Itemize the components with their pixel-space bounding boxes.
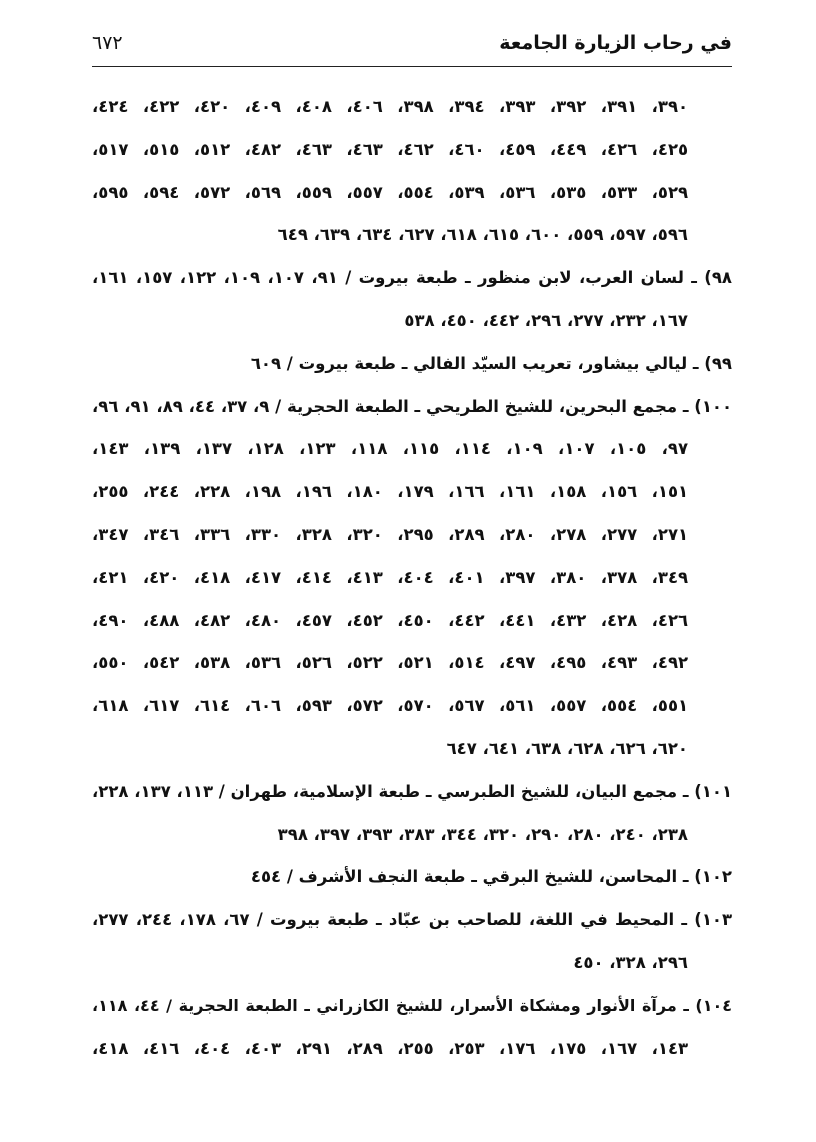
text-line: ٢٩٦، ٣٢٨، ٤٥٠ xyxy=(573,952,688,972)
text-line: ٦٢٠، ٦٢٦، ٦٢٨، ٦٣٨، ٦٤١، ٦٤٧ xyxy=(446,738,688,758)
entry-103-line: ١٠٣) ـ المحيط في اللغة، للصاحب بن عبّاد ـ طبعة بيروت / ٦٧، ١٧٨، ٢٤٤، ٢٧٧، xyxy=(92,910,732,930)
text-line: ٥٢٩، ٥٣٣، ٥٣٥، ٥٣٦، ٥٣٩، ٥٥٤، ٥٥٧، ٥٥٩، ٥٦٩، ٥٧٢، ٥٩٤، ٥٩٥، xyxy=(92,182,689,202)
text-line: ٤٢٦، ٤٢٨، ٤٣٢، ٤٤١، ٤٤٢، ٤٥٠، ٤٥٢، ٤٥٧، ٤٨٠، ٤٨٢، ٤٨٨، ٤٩٠، xyxy=(92,610,689,630)
text-line: ٣٤٩، ٣٧٨، ٣٨٠، ٣٩٧، ٤٠١، ٤٠٤، ٤١٣، ٤١٤، ٤١٧، ٤١٨، ٤٢٠، ٤٢١، xyxy=(92,567,689,587)
page-header xyxy=(92,28,732,64)
text-line: ١٦٧، ٢٣٢، ٢٧٧، ٢٩٦، ٤٤٢، ٤٥٠، ٥٣٨ xyxy=(404,310,688,330)
text-line: ٢٣٨، ٢٤٠، ٢٨٠، ٢٩٠، ٣٢٠، ٣٤٤، ٣٨٣، ٣٩٣، ٣٩٧، ٣٩٨ xyxy=(277,824,688,844)
entry-104-line: ١٠٤) ـ مرآة الأنوار ومشكاة الأسرار، للشيخ الكازراني ـ الطبعة الحجرية / ٤٤، ١١٨، xyxy=(92,995,732,1015)
text-line: ٤٩٢، ٤٩٣، ٤٩٥، ٤٩٧، ٥١٤، ٥٢١، ٥٢٢، ٥٢٦، ٥٣٦، ٥٣٨، ٥٤٢، ٥٥٠، xyxy=(92,653,689,673)
header-rule xyxy=(92,66,732,67)
text-line: ٣٩٠، ٣٩١، ٣٩٢، ٣٩٣، ٣٩٤، ٣٩٨، ٤٠٦، ٤٠٨، ٤٠٩، ٤٢٠، ٤٢٢، ٤٢٤، xyxy=(92,97,689,116)
entry-98-line: ٩٨) ـ لسان العرب، لابن منظور ـ طبعة بيروت / ٩١، ١٠٧، ١٠٩، ١٢٢، ١٥٧، ١٦١، xyxy=(92,268,732,288)
text-line: ٤٢٥، ٤٢٦، ٤٤٩، ٤٥٩، ٤٦٠، ٤٦٢، ٤٦٣، ٤٦٣، ٤٨٢، ٥١٢، ٥١٥، ٥١٧، xyxy=(92,139,689,159)
text-line: ٩٧، ١٠٥، ١٠٧، ١٠٩، ١١٤، ١١٥، ١١٨، ١٢٣، ١٢٨، ١٣٧، ١٣٩، ١٤٣، xyxy=(92,439,689,459)
entry-99-line: ٩٩) ـ ليالي بيشاور، تعريب السيّد الفالي ـ طبعة بيروت / ٦٠٩ xyxy=(250,353,732,373)
text-line: ١٥١، ١٥٦، ١٥٨، ١٦١، ١٦٦، ١٧٩، ١٨٠، ١٩٦، ١٩٨، ٢٢٨، ٢٤٤، ٢٥٥، xyxy=(92,482,689,502)
bibliography-body xyxy=(92,86,732,1070)
entry-100-line: ١٠٠) ـ مجمع البحرين، للشيخ الطريحي ـ الطبعة الحجرية / ٩، ٣٧، ٤٤، ٨٩، ٩١، ٩٦، xyxy=(92,396,732,416)
text-line: ٢٧١، ٢٧٧، ٢٧٨، ٢٨٠، ٢٨٩، ٢٩٥، ٣٢٠، ٣٢٨، ٣٣٠، ٣٣٦، ٣٤٦، ٣٤٧، xyxy=(92,524,689,544)
text-line: ٥٩٦، ٥٩٧، ٥٥٩، ٦٠٠، ٦١٥، ٦١٨، ٦٢٧، ٦٣٤، ٦٣٩، ٦٤٩ xyxy=(277,225,688,245)
text-line: ٥٥١، ٥٥٤، ٥٥٧، ٥٦١، ٥٦٧، ٥٧٠، ٥٧٢، ٥٩٣، ٦٠٦، ٦١٤، ٦١٧، ٦١٨، xyxy=(92,696,689,716)
entry-101-line: ١٠١) ـ مجمع البيان، للشيخ الطبرسي ـ طبعة الإسلامية، طهران / ١١٣، ١٣٧، ٢٢٨، xyxy=(92,781,732,801)
page-number: ٦٧٢ xyxy=(92,32,123,54)
entry-102-line: ١٠٢) ـ المحاسن، للشيخ البرقي ـ طبعة النجف الأشرف / ٤٥٤ xyxy=(250,867,732,887)
running-title: في رحاب الزيارة الجامعة xyxy=(499,32,732,54)
text-line: ١٤٣، ١٦٧، ١٧٥، ١٧٦، ٢٥٣، ٢٥٥، ٢٨٩، ٢٩١، ٤٠٣، ٤٠٤، ٤١٦، ٤١٨، xyxy=(92,1038,689,1058)
